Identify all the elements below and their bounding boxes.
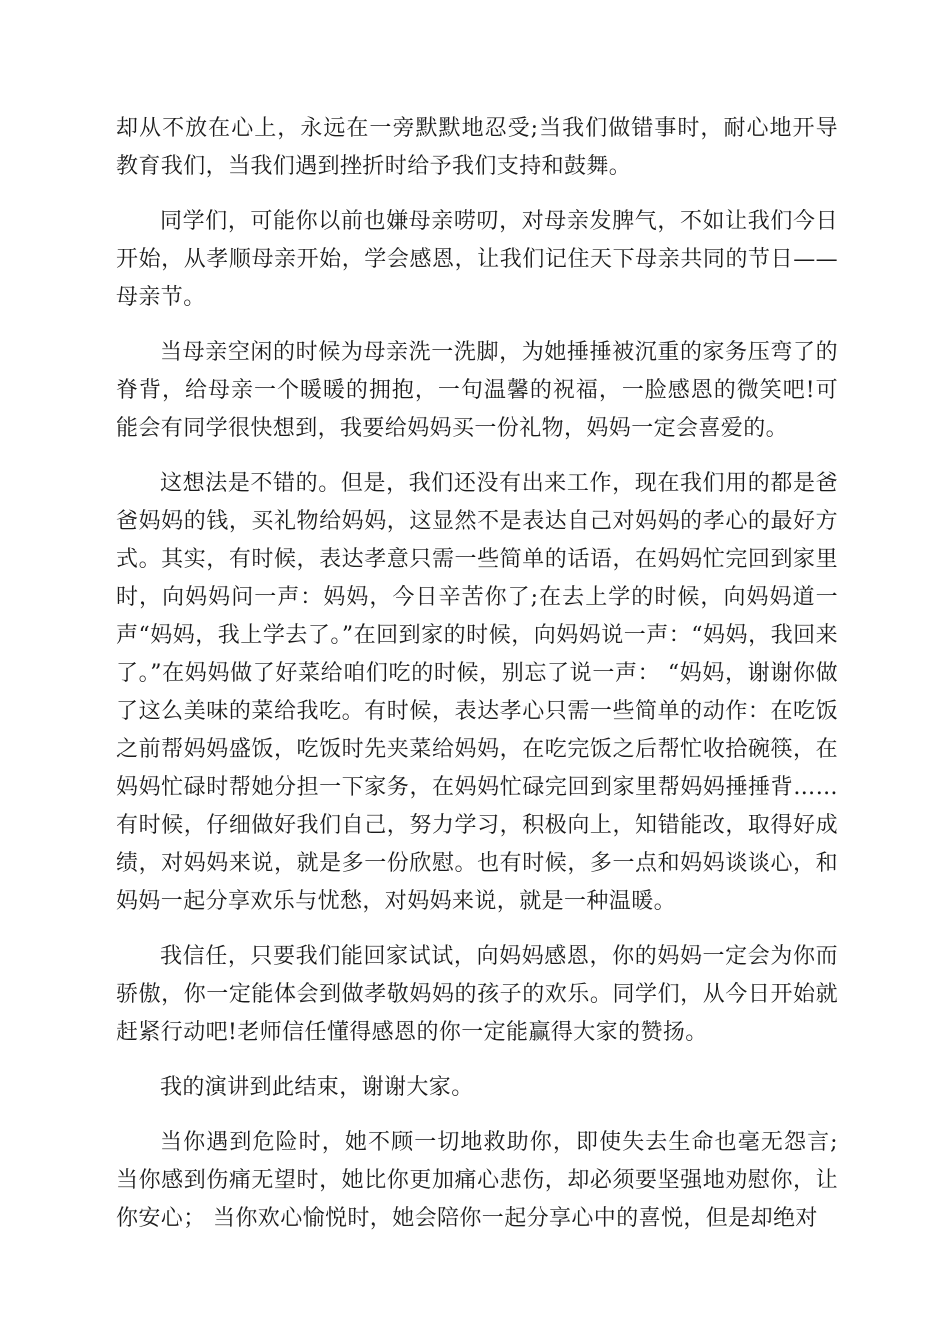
paragraph-when-danger: 当你遇到危险时，她不顾一切地救助你，即使失去生命也毫无怨言;当你感到伤痛无望时，她比你更加痛心悲伤，却必须要坚强地劝慰你，让你安心； 当你欢心愉悦时，她会陪你一起分享心中的喜悦，但是却绝对 xyxy=(116,1130,838,1231)
paragraph-continued: 却从不放在心上，永远在一旁默默地忍受;当我们做错事时，耐心地开导教育我们，当我们遇到挫折时给予我们支持和鼓舞。 xyxy=(116,116,838,179)
paragraph-wash-feet: 当母亲空闲的时候为母亲洗一洗脚，为她捶捶被沉重的家务压弯了的脊背，给母亲一个暖暖的拥抱，一句温馨的祝福，一脸感恩的微笑吧!可能会有同学很快想到，我要给妈妈买一份礼物，妈妈一定会喜爱的。 xyxy=(116,340,838,441)
paragraph-start-from-today: 同学们，可能你以前也嫌母亲唠叨，对母亲发脾气，不如让我们今日开始，从孝顺母亲开始，学会感恩，让我们记住天下母亲共同的节日——母亲节。 xyxy=(116,209,838,310)
paragraph-trust: 我信任，只要我们能回家试试，向妈妈感恩，你的妈妈一定会为你而骄傲，你一定能体会到做孝敬妈妈的孩子的欢乐。同学们，从今日开始就赶紧行动吧!老师信任懂得感恩的你一定能赢得大家的赞扬。 xyxy=(116,944,838,1045)
paragraph-conclusion: 我的演讲到此结束，谢谢大家。 xyxy=(160,1075,474,1100)
paragraph-express-filial-piety: 这想法是不错的。但是，我们还没有出来工作，现在我们用的都是爸爸妈妈的钱，买礼物给妈妈，这显然不是表达自己对妈妈的孝心的最好方式。其实，有时候，表达孝意只需一些简单的话语，在妈妈忙完回到家里时，向妈妈问一声：妈妈，今日辛苦你了;在去上学的时候，向妈妈道一声“妈妈，我上学去了。”在回到家的时候，向妈妈说一声：“妈妈，我回来了。”在妈妈做了好菜给咱们吃的时候，别忘了说一声： “妈妈，谢谢你做了这么美味的菜给我吃。有时候，表达孝心只需一些简单的动作：在吃饭之前帮妈妈盛饭，吃饭时先夹菜给妈妈，在吃完饭之后帮忙收拾碗筷，在妈妈忙碌时帮她分担一下家务，在妈妈忙碌完回到家里帮妈妈捶捶背……有时候，仔细做好我们自己，努力学习，积极向上，知错能改，取得好成绩，对妈妈来说，就是多一份欣慰。也有时候，多一点和妈妈谈谈心，和妈妈一起分享欢乐与忧愁，对妈妈来说，就是一种温暖。 xyxy=(116,471,838,914)
